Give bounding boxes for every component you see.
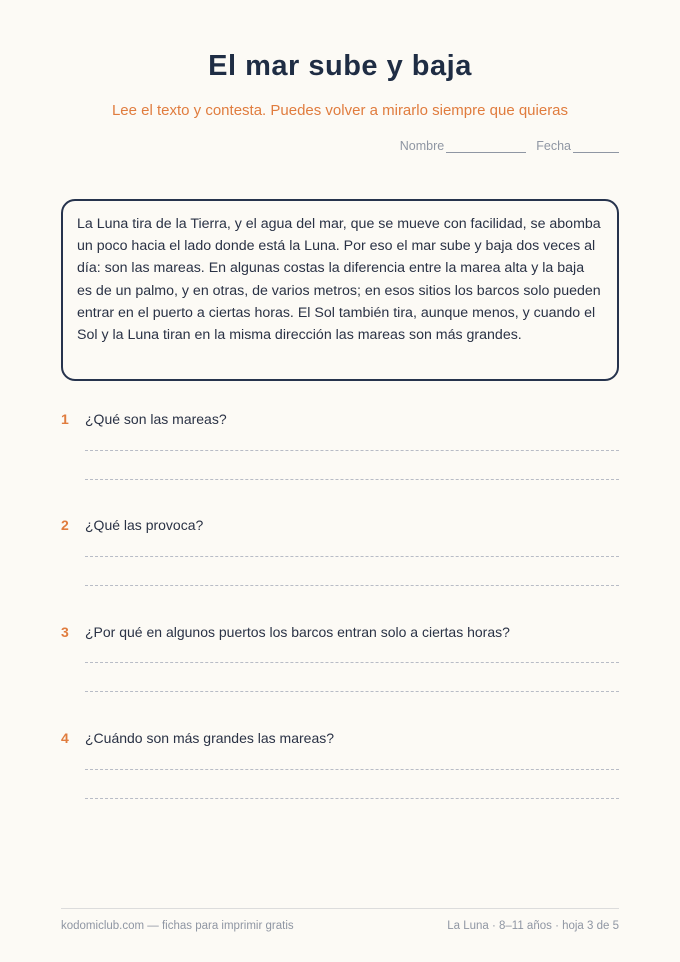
question-text: ¿Cuándo son más grandes las mareas? — [85, 730, 335, 746]
question-text: ¿Qué son las mareas? — [85, 411, 227, 427]
answer-line[interactable] — [85, 585, 619, 586]
question-text: ¿Por qué en algunos puertos los barcos entran solo a ciertas horas? — [85, 624, 510, 640]
answer-line[interactable] — [85, 769, 619, 770]
question-number: 3 — [61, 624, 69, 640]
date-label: Fecha — [536, 139, 571, 153]
answer-line[interactable] — [85, 479, 619, 480]
question-text: ¿Qué las provoca? — [85, 517, 204, 533]
question-1 — [61, 411, 619, 427]
name-label: Nombre — [399, 139, 445, 153]
reading-passage: La Luna tira de la Tierra, y el agua del mar, que se mueve con facilidad, se abomba un poco hacia el lado donde está la Luna. Por eso el mar sube y baja dos veces al día: son las mareas. En algunas costas la diferencia entre la marea alta y la baja es de un palmo, y en otras, de varios metros; en esos sitios los barcos solo pueden entrar en el puerto a ciertas horas. El Sol también tira, aunque menos, y cuando el Sol y la Luna tiran en la misma dirección las mareas son más grandes. — [61, 199, 619, 381]
question-number: 1 — [61, 411, 69, 427]
question-number: 4 — [61, 730, 69, 746]
answer-line[interactable] — [85, 798, 619, 799]
question-number: 2 — [61, 517, 69, 533]
answer-line[interactable] — [85, 556, 619, 557]
answer-line[interactable] — [85, 662, 619, 663]
footer-divider — [61, 908, 619, 909]
answer-line[interactable] — [85, 450, 619, 451]
question-2 — [61, 517, 619, 533]
footer-page-info: La Luna · 8–11 años · hoja 3 de 5 — [447, 920, 619, 932]
question-3 — [61, 624, 619, 640]
question-4 — [61, 730, 619, 746]
instructions: Lee el texto y contesta. Puedes volver a mirarlo siempre que quieras — [111, 102, 569, 119]
page-title: El mar sube y baja — [208, 50, 472, 82]
footer-site-credit: kodomiclub.com — fichas para imprimir gratis — [61, 920, 294, 932]
date-field[interactable] — [573, 140, 619, 153]
student-info — [400, 139, 619, 153]
name-field[interactable] — [446, 140, 526, 153]
answer-line[interactable] — [85, 691, 619, 692]
